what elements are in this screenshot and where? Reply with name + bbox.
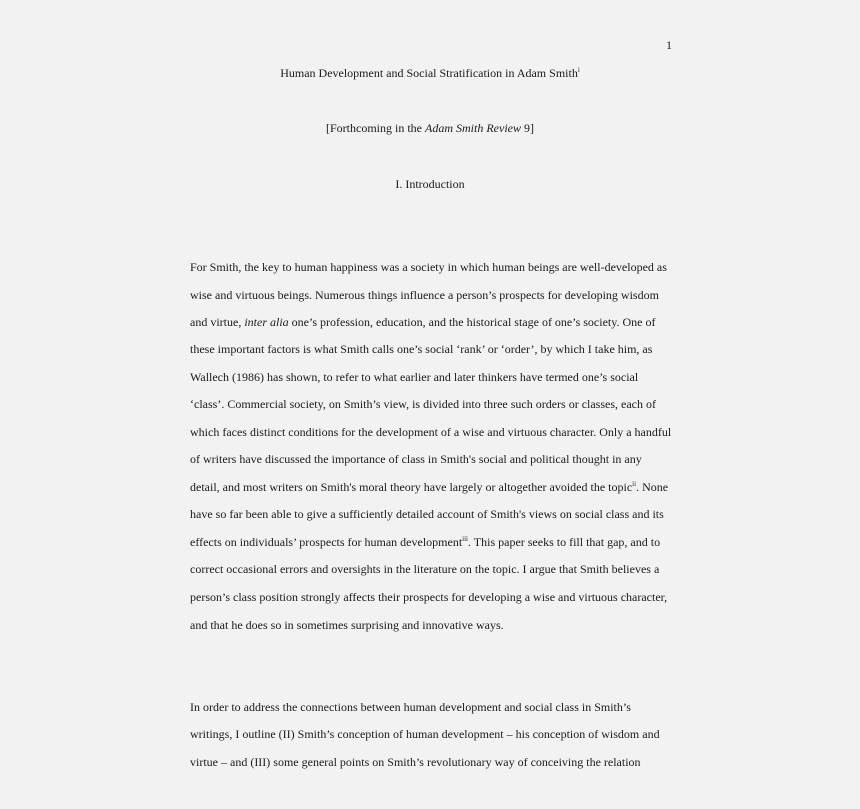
paragraph-1-line-7: which faces distinct conditions for the development of a wise and virtuous character. Only a handful [190, 425, 672, 439]
paragraph-1-line-10: have so far been able to give a sufficiently detailed account of Smith's views on social class and its [190, 507, 664, 521]
paragraph-1-line-13: person’s class position strongly affects their prospects for developing a wise and virtuous character, [190, 590, 668, 604]
endnote-marker-iii: iii [462, 535, 468, 543]
paper-title [0, 66, 860, 81]
line-9-start: detail, and most writers on Smith's moral theory have largely or altogether avoided the topic [190, 480, 633, 494]
paragraph-2-line-3: virtue – and (III) some general points on Smith’s revolutionary way of conceiving the relation [190, 755, 641, 769]
line-11-start: effects on individuals’ prospects for human development [190, 535, 463, 549]
publication-note [0, 121, 860, 136]
line-3-end: one’s profession, education, and the historical stage of one’s society. One of [288, 315, 656, 329]
endnote-marker-ii: ii [632, 480, 637, 488]
journal-name: Adam Smith Review [425, 121, 521, 135]
paragraph-2-line-1: In order to address the connections between human development and social class in Smith’s [190, 700, 631, 714]
paragraph-1-line-12: correct occasional errors and oversights in the literature on the topic. I argue that Smith believes a [190, 562, 660, 576]
paragraph-1-line-8: of writers have discussed the importance of class in Smith's social and political thought in any [190, 452, 642, 466]
paragraph-1-line-4: these important factors is what Smith calls one’s social ‘rank’ or ‘order’, by which I take him, as [190, 342, 653, 356]
paragraph-1-line-1: For Smith, the key to human happiness was a society in which human beings are well-developed as [190, 260, 667, 274]
publication-note-prefix: [Forthcoming in the [326, 121, 425, 135]
paper-title-text: Human Development and Social Stratification in Adam Smith [280, 66, 578, 80]
line-3-start: and virtue, [190, 315, 245, 329]
paragraph-1-line-9 [190, 480, 668, 495]
section-heading: I. Introduction [395, 177, 465, 191]
paragraph-2-line-2: writings, I outline (II) Smith’s conception of human development – his conception of wisdom and [190, 727, 660, 741]
latin-phrase: inter alia [244, 315, 289, 329]
paragraph-1-line-2: wise and virtuous beings. Numerous things influence a person’s prospects for developing wisdom [190, 288, 659, 302]
paragraph-1-line-14: and that he does so in sometimes surprising and innovative ways. [190, 618, 504, 632]
page-number: 1 [666, 38, 672, 52]
paragraph-1-line-3 [190, 315, 655, 330]
paragraph-1-line-5: Wallech (1986) has shown, to refer to what earlier and later thinkers have termed one’s social [190, 370, 639, 384]
line-9-end: . None [636, 480, 669, 494]
paragraph-1-line-11 [190, 535, 660, 550]
paragraph-1-line-6: ‘class’. Commercial society, on Smith’s view, is divided into three such orders or classes, each of [190, 397, 656, 411]
title-endnote-marker: i [577, 66, 580, 74]
line-11-end: . This paper seeks to fill that gap, and to [468, 535, 661, 549]
publication-note-suffix: 9] [520, 121, 534, 135]
